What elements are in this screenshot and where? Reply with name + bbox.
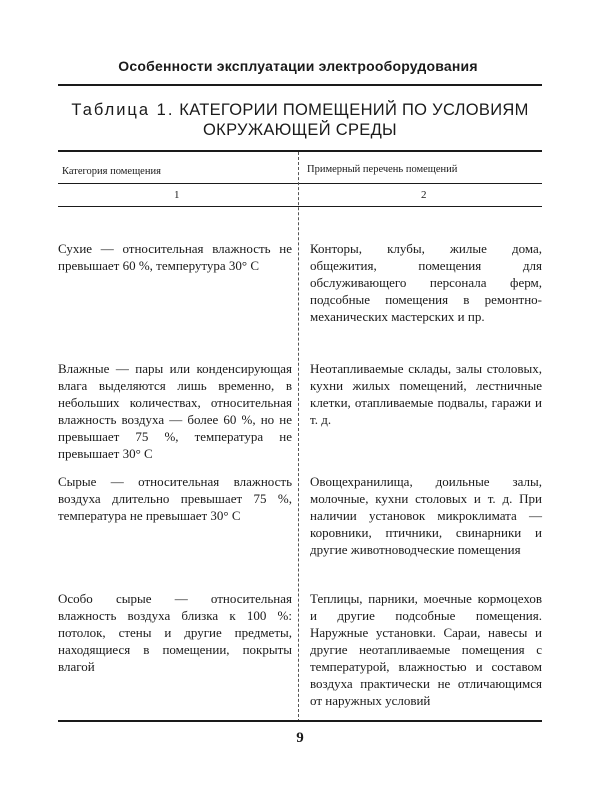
row-2-category: Влажные — пары или конденсирующая влага выделяются лишь временно, в небольших количествах, относительная влажность воздуха — более 60 %, но не превышает 75 %, температура не превышает 30° С <box>58 361 292 461</box>
table-title-label: Таблица 1. <box>71 101 175 119</box>
header-rule <box>58 84 542 86</box>
column-header-examples: Примерный перечень помещений <box>307 164 458 175</box>
row-1-examples: Конторы, клубы, жилые дома, общежития, помещения для обслуживающего персонала ферм, подсобные помещения в ремонтно-механических мастерских и пр. <box>310 241 542 324</box>
table-title <box>58 100 542 140</box>
table-top-rule <box>58 150 542 152</box>
column-divider <box>298 152 299 722</box>
numbering-rule <box>58 206 542 207</box>
row-1-category: Сухие — относительная влажность не превышает 60 %, темперутура 30° С <box>58 241 292 273</box>
table-title-line2: ОКРУЖАЮЩЕЙ СРЕДЫ <box>203 121 397 139</box>
row-3-category: Сырые — относительная влажность воздуха длительно превышает 75 %, температура не превышает 30° С <box>58 474 292 523</box>
table-bottom-rule <box>58 720 542 722</box>
column-number-2: 2 <box>421 189 427 201</box>
header-separator-rule <box>58 183 542 184</box>
page-number: 9 <box>296 730 304 746</box>
row-3-examples: Овощехранилища, доильные залы, молочные, кухни столовых и т. д. При наличии установок микроклимата — коровники, птичники, свинарники и другие животноводческие помещения <box>310 474 542 557</box>
row-2-examples: Неотапливаемые склады, залы столовых, кухни жилых помещений, лестничные клетки, отапливаемые подвалы, гаражи и т. д. <box>310 361 542 427</box>
row-4-category: Особо сырые — относительная влажность воздуха близка к 100 %: потолок, стены и другие предметы, находящиеся в помещении, покрыты влагой <box>58 591 292 674</box>
running-head: Особенности эксплуатации электрооборудования <box>118 58 478 74</box>
column-header-category: Категория помещения <box>62 166 161 177</box>
row-4-examples: Теплицы, парники, моечные кормоцехов и другие подсобные помещения. Наружные установки. Сараи, навесы и другие неотапливаемые помещения с температурой, влажностью и составом воздуха практически не отличающимся от наружных условий <box>310 591 542 708</box>
column-number-1: 1 <box>174 189 180 201</box>
table-title-line1: КАТЕГОРИИ ПОМЕЩЕНИЙ ПО УСЛОВИЯМ <box>179 101 529 119</box>
